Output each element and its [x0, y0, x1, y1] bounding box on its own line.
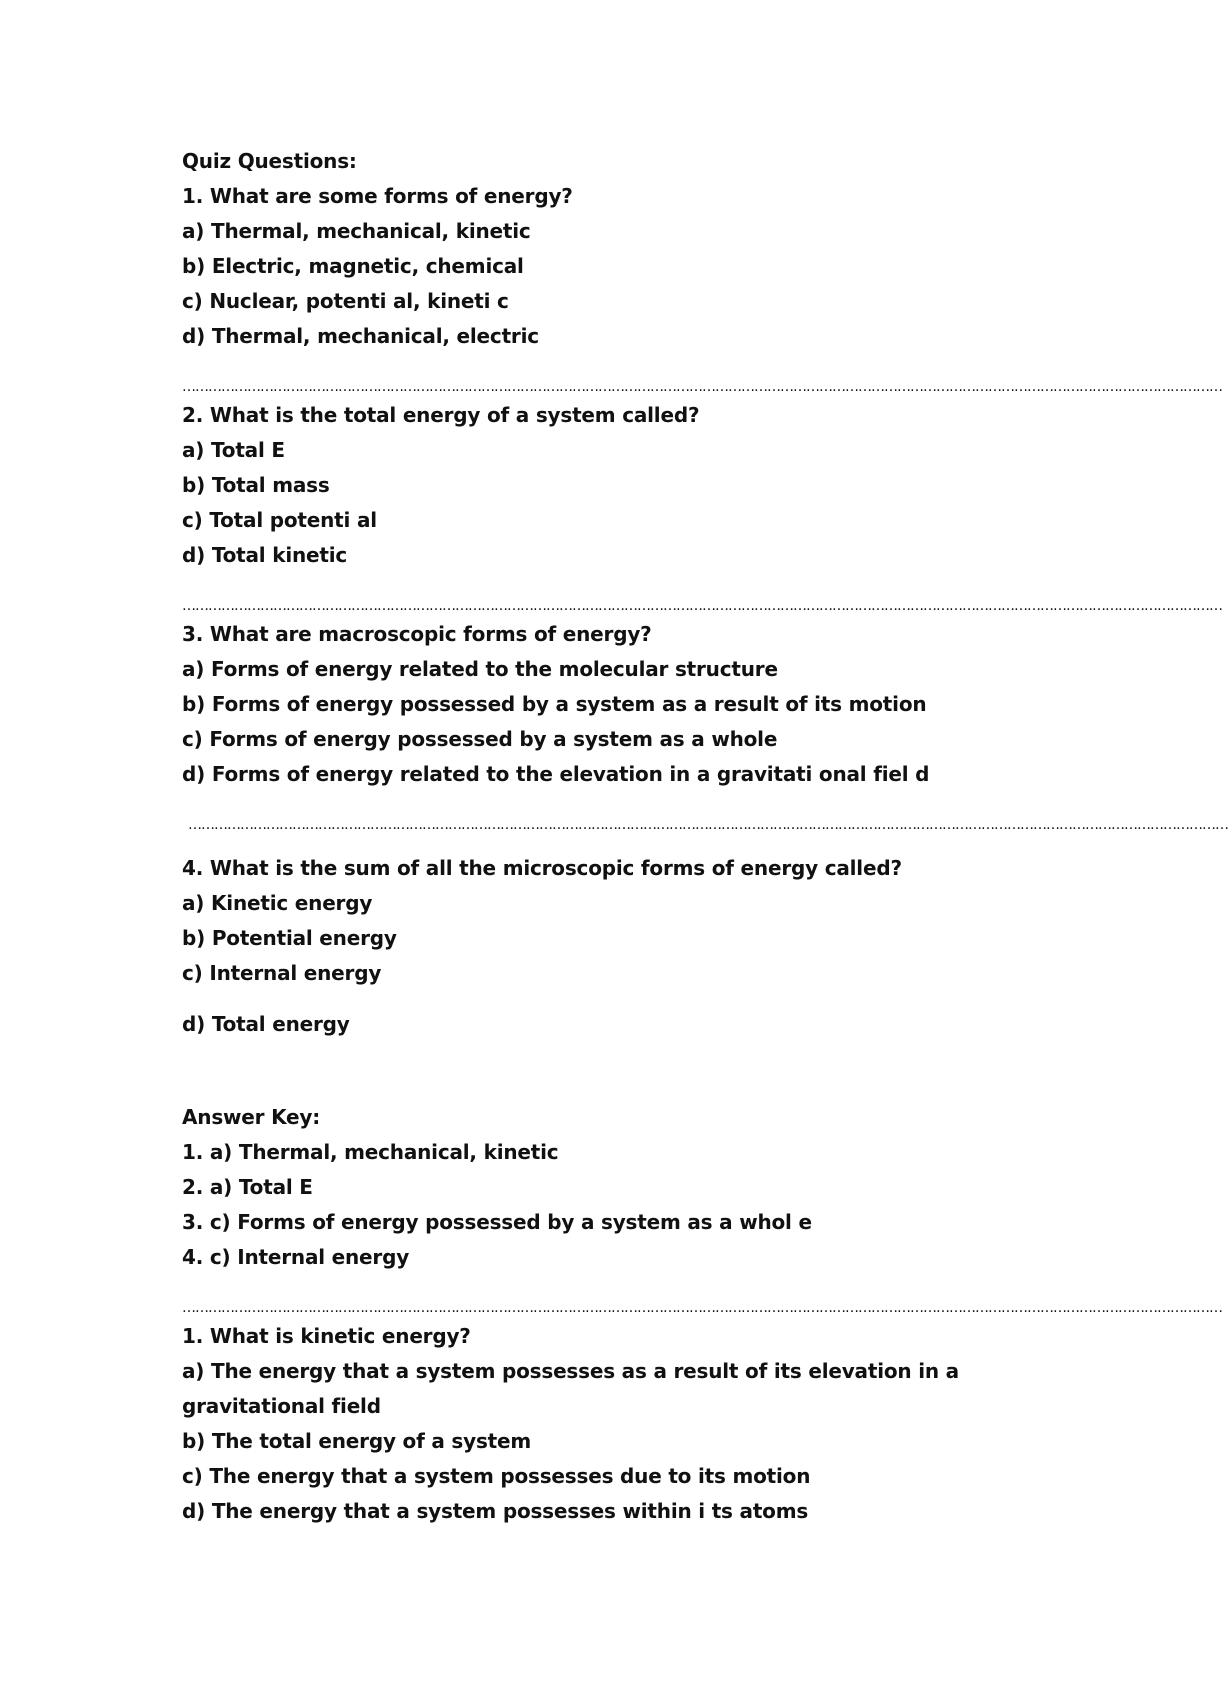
- spacer: [182, 991, 1042, 1007]
- question-4-option-b: b) Potential energy: [182, 926, 397, 950]
- spacer: [182, 836, 1042, 851]
- extra-question-option-a: a) The energy that a system possesses as a result of its elevation in a: [182, 1359, 959, 1383]
- question-2-option-a: a) Total E: [182, 438, 285, 462]
- question-2-option-c: c) Total potenti al: [182, 508, 377, 532]
- answer-4: 4. c) Internal energy: [182, 1245, 410, 1269]
- document-content: [182, 144, 1228, 1529]
- question-1-option-c: c) Nuclear, potenti al, kineti c: [182, 289, 509, 313]
- dotted-separator: ……………………………………………………………………………………………………………………………………………………………………………………………………………………: [182, 379, 1222, 395]
- answer-3: 3. c) Forms of energy possessed by a system as a whol e: [182, 1210, 812, 1234]
- spacer: [182, 1275, 1042, 1297]
- extra-question-option-d: d) The energy that a system possesses within i ts atoms: [182, 1499, 809, 1523]
- spacer: [182, 1042, 1042, 1100]
- dotted-separator: ……………………………………………………………………………………………………………………………………………………………………………………………………………………: [188, 817, 1228, 833]
- answer-key-heading: Answer Key:: [182, 1105, 321, 1129]
- question-3-option-c: c) Forms of energy possessed by a system as a whole: [182, 727, 778, 751]
- question-3-option-a: a) Forms of energy related to the molecular structure: [182, 657, 778, 681]
- question-4-option-a: a) Kinetic energy: [182, 891, 373, 915]
- question-4-option-c: c) Internal energy: [182, 961, 382, 985]
- dotted-separator: ……………………………………………………………………………………………………………………………………………………………………………………………………………………: [182, 1300, 1222, 1316]
- question-1-option-b: b) Electric, magnetic, chemical: [182, 254, 524, 278]
- extra-question-option-a-continued: gravitational field: [182, 1394, 381, 1418]
- answer-2: 2. a) Total E: [182, 1175, 313, 1199]
- question-4: 4. What is the sum of all the microscopic forms of energy called?: [182, 856, 902, 880]
- spacer: [182, 792, 1042, 814]
- spacer: [182, 354, 1042, 376]
- question-1-option-d: d) Thermal, mechanical, electric: [182, 324, 539, 348]
- question-3-option-d: d) Forms of energy related to the elevation in a gravitati onal fiel d: [182, 762, 930, 786]
- dotted-separator: ……………………………………………………………………………………………………………………………………………………………………………………………………………………: [182, 598, 1222, 614]
- question-4-option-d: d) Total energy: [182, 1012, 350, 1036]
- question-2: 2. What is the total energy of a system called?: [182, 403, 700, 427]
- extra-question-option-c: c) The energy that a system possesses due to its motion: [182, 1464, 811, 1488]
- extra-question-option-b: b) The total energy of a system: [182, 1429, 532, 1453]
- question-2-option-d: d) Total kinetic: [182, 543, 348, 567]
- question-1-option-a: a) Thermal, mechanical, kinetic: [182, 219, 531, 243]
- question-2-option-b: b) Total mass: [182, 473, 330, 497]
- quiz-heading: Quiz Questions:: [182, 149, 357, 173]
- spacer: [182, 573, 1042, 595]
- answer-1: 1. a) Thermal, mechanical, kinetic: [182, 1140, 559, 1164]
- question-3-option-b: b) Forms of energy possessed by a system as a result of its motion: [182, 692, 927, 716]
- question-1: 1. What are some forms of energy?: [182, 184, 573, 208]
- question-3: 3. What are macroscopic forms of energy?: [182, 622, 652, 646]
- extra-question: 1. What is kinetic energy?: [182, 1324, 471, 1348]
